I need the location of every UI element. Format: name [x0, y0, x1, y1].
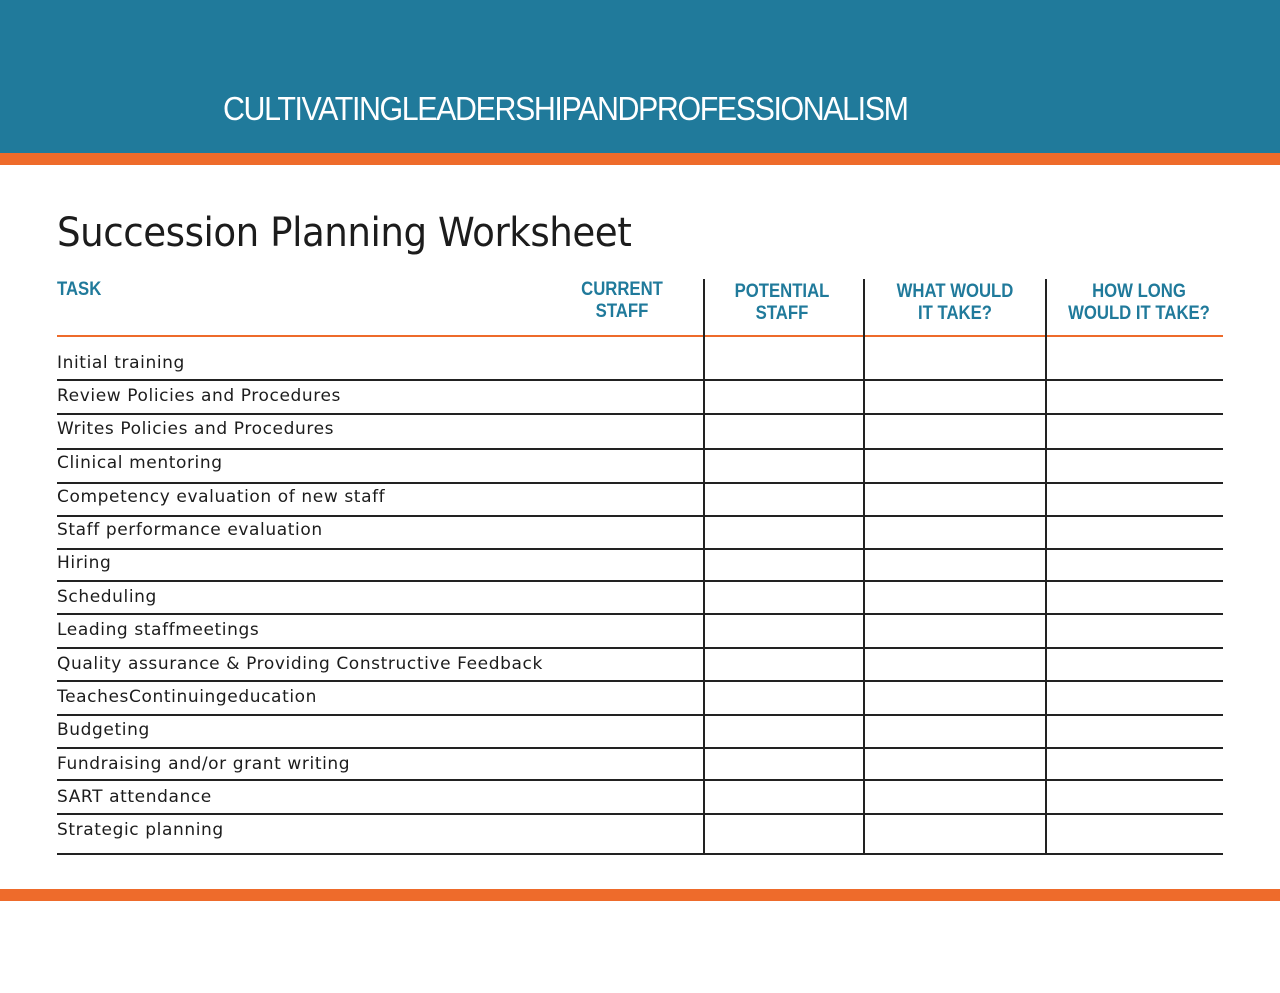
row-divider — [57, 379, 1223, 381]
task-row-label: Fundraising and/or grant writing — [57, 754, 351, 774]
task-row-label: Writes Policies and Procedures — [57, 419, 335, 439]
column-header-line: WOULD IT TAKE? — [1068, 303, 1210, 324]
column-header-line: CURRENT — [581, 279, 663, 300]
header-underline — [57, 335, 1223, 337]
column-divider — [863, 279, 865, 855]
column-divider — [1045, 279, 1047, 855]
task-row-label: SART attendance — [57, 787, 212, 807]
task-row-label: Leading staffmeetings — [57, 620, 260, 640]
task-row-label: Hiring — [57, 553, 112, 573]
row-divider — [57, 853, 1223, 855]
column-header-potential-staff — [720, 281, 843, 325]
row-divider — [57, 714, 1223, 716]
row-divider — [57, 515, 1223, 517]
task-row-label: Staff performance evaluation — [57, 520, 323, 540]
column-header-current-staff — [567, 279, 676, 323]
top-accent-stripe — [0, 153, 1280, 165]
column-header-line: WHAT WOULD — [896, 281, 1014, 302]
task-row-label: Clinical mentoring — [57, 453, 223, 473]
column-header-line: HOW LONG — [1092, 281, 1186, 302]
task-row-label: Scheduling — [57, 587, 157, 607]
column-header-line: STAFF — [755, 303, 809, 324]
column-header-line: STAFF — [595, 301, 649, 322]
row-divider — [57, 413, 1223, 415]
task-row-label: Competency evaluation of new staff — [57, 487, 386, 507]
column-divider — [703, 279, 705, 855]
task-row-label: Review Policies and Procedures — [57, 386, 341, 406]
row-divider — [57, 647, 1223, 649]
bottom-accent-stripe — [0, 889, 1280, 901]
column-header-how-long — [1064, 281, 1214, 325]
row-divider — [57, 779, 1223, 781]
row-divider — [57, 813, 1223, 815]
row-divider — [57, 613, 1223, 615]
column-header-line: POTENTIAL — [734, 281, 830, 302]
row-divider — [57, 580, 1223, 582]
column-header-task — [57, 279, 101, 301]
task-row-label: TeachesContinuingeducation — [57, 687, 318, 707]
column-header-line: IT TAKE? — [917, 303, 993, 324]
task-row-label: Strategic planning — [57, 820, 224, 840]
banner-title: CULTIVATINGLEADERSHIPANDPROFESSIONALISM — [223, 90, 908, 127]
row-divider — [57, 448, 1223, 450]
task-row-label: Budgeting — [57, 720, 150, 740]
row-divider — [57, 548, 1223, 550]
row-divider — [57, 482, 1223, 484]
task-row-label: Initial training — [57, 353, 185, 373]
column-header-what-would-it-take — [889, 281, 1021, 325]
task-row-label: Quality assurance & Providing Constructive Feedback — [57, 654, 543, 674]
row-divider — [57, 747, 1223, 749]
page-title: Succession Planning Worksheet — [57, 210, 632, 256]
column-header-task-label: TASK — [57, 279, 102, 300]
top-banner — [0, 0, 1280, 153]
row-divider — [57, 680, 1223, 682]
